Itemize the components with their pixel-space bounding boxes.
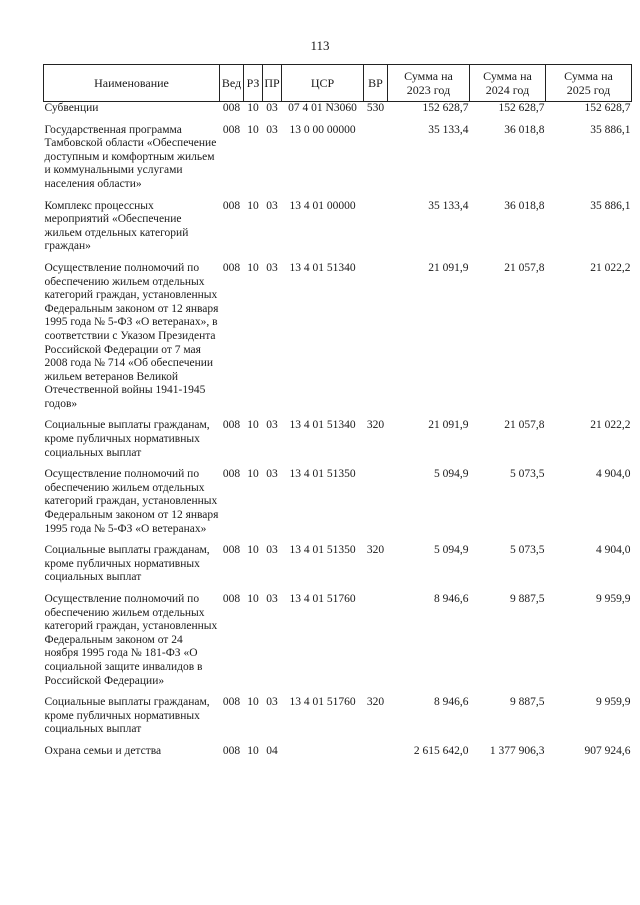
cell-vr: 320 — [366, 696, 385, 709]
cell-name: Социальные выплаты гражданам, кроме публичных нормативных социальных выплат — [44, 419, 210, 459]
cell-csr: 13 4 01 51340 — [289, 419, 356, 432]
cell-vr: 320 — [366, 419, 385, 432]
cell-pr: 03 — [266, 123, 278, 136]
cell-ved: 008 — [222, 696, 241, 709]
cell-ved: 008 — [222, 419, 241, 432]
table-row — [44, 593, 632, 696]
header-sum-2024 — [470, 65, 546, 102]
cell-sum-2024: 9 887,5 — [510, 696, 545, 709]
cell-sum-2024: 1 377 906,3 — [489, 744, 545, 757]
cell-sum-2023: 21 091,9 — [428, 419, 469, 432]
cell-sum-2023: 152 628,7 — [422, 102, 469, 114]
cell-rz: 10 — [247, 102, 259, 114]
cell-ved: 008 — [222, 123, 241, 136]
table-row — [44, 262, 632, 420]
cell-sum-2024: 36 018,8 — [504, 123, 545, 136]
cell-name: Осуществление полномочий по обеспечению жильем отдельных категорий граждан, установленных Федеральным законом от 12 января 1995 года № 5-ФЗ «О ветеранах», в соответствии с Указом Президента Российской Федерации от 7 мая 2008 года № 714 «Об обеспечении жильем ветеранов Великой Отечественной войны 1941-1945 годов» — [44, 261, 219, 410]
cell-vr — [364, 468, 388, 544]
cell-csr: 13 4 01 51760 — [289, 696, 356, 709]
cell-ved: 008 — [222, 544, 241, 557]
cell-rz: 10 — [247, 199, 259, 212]
page-number: 113 — [310, 38, 330, 53]
header-sum-2023-line1: Сумма на — [404, 69, 453, 83]
cell-csr: 13 4 01 51350 — [289, 468, 356, 481]
cell-sum-2025: 35 886,1 — [590, 123, 631, 136]
cell-sum-2025: 9 959,9 — [596, 593, 631, 605]
header-pr: ПР — [263, 65, 282, 102]
cell-csr: 07 4 01 N3060 — [288, 102, 357, 114]
cell-pr: 03 — [266, 102, 278, 114]
cell-sum-2024: 152 628,7 — [498, 102, 545, 114]
cell-sum-2025: 9 959,9 — [596, 696, 631, 709]
cell-rz: 10 — [247, 696, 259, 709]
cell-sum-2023: 8 946,6 — [434, 593, 469, 605]
cell-pr: 03 — [266, 419, 278, 432]
cell-pr: 03 — [266, 468, 278, 481]
header-sum-2025-line2: 2025 год — [566, 83, 611, 97]
header-sum-2023 — [388, 65, 470, 102]
cell-pr: 03 — [266, 696, 278, 709]
cell-csr: 13 4 01 51350 — [289, 544, 356, 557]
cell-sum-2023: 5 094,9 — [434, 544, 469, 557]
cell-csr: 13 4 01 51760 — [289, 593, 356, 605]
cell-csr: 13 0 00 00000 — [289, 123, 356, 136]
header-sum-2025-line1: Сумма на — [564, 69, 613, 83]
header-ved: Вед — [220, 65, 244, 102]
table-row — [44, 696, 632, 745]
cell-sum-2023: 2 615 642,0 — [413, 744, 469, 757]
cell-rz: 10 — [247, 744, 259, 757]
cell-sum-2023: 5 094,9 — [434, 468, 469, 481]
table-body — [44, 102, 632, 767]
header-sum-2024-line2: 2024 год — [485, 83, 530, 97]
cell-pr: 03 — [266, 593, 278, 605]
cell-sum-2023: 8 946,6 — [434, 696, 469, 709]
cell-name: Субвенции — [44, 102, 99, 114]
cell-name: Охрана семьи и детства — [44, 744, 162, 757]
cell-name: Комплекс процессных мероприятий «Обеспечение жильем отдельных категорий граждан» — [44, 199, 189, 253]
table-row — [44, 200, 632, 262]
cell-ved: 008 — [222, 468, 241, 481]
cell-ved: 008 — [222, 261, 241, 274]
table-row — [44, 745, 632, 767]
header-rz: РЗ — [244, 65, 263, 102]
cell-sum-2025: 21 022,2 — [590, 419, 631, 432]
cell-sum-2023: 21 091,9 — [428, 261, 469, 274]
cell-vr — [364, 200, 388, 262]
cell-rz: 10 — [247, 544, 259, 557]
cell-sum-2025: 4 904,0 — [596, 468, 631, 481]
cell-name: Государственная программа Тамбовской области «Обеспечение доступным и комфортным жильем и коммунальными услугами населения области» — [44, 123, 217, 190]
table-header-row — [44, 65, 632, 102]
cell-sum-2024: 5 073,5 — [510, 468, 545, 481]
cell-rz: 10 — [247, 123, 259, 136]
cell-name: Социальные выплаты гражданам, кроме публичных нормативных социальных выплат — [44, 544, 210, 584]
header-sum-2024-line1: Сумма на — [483, 69, 532, 83]
cell-rz: 10 — [247, 468, 259, 481]
cell-sum-2024: 21 057,8 — [504, 261, 545, 274]
cell-ved: 008 — [222, 744, 241, 757]
cell-pr: 03 — [266, 544, 278, 557]
cell-sum-2025: 4 904,0 — [596, 544, 631, 557]
cell-vr — [364, 593, 388, 696]
table-row — [44, 102, 632, 124]
cell-sum-2025: 907 924,6 — [584, 744, 631, 757]
cell-sum-2023: 35 133,4 — [428, 123, 469, 136]
cell-rz: 10 — [247, 261, 259, 274]
cell-sum-2024: 21 057,8 — [504, 419, 545, 432]
cell-csr: 13 4 01 00000 — [289, 199, 356, 212]
cell-rz: 10 — [247, 593, 259, 605]
table-row — [44, 468, 632, 544]
table-row — [44, 544, 632, 593]
cell-name: Осуществление полномочий по обеспечению жильем отдельных категорий граждан, установленных Федеральным законом от 24 ноября 1995 года № 181-ФЗ «О социальной защите инвалидов в Российской Федерации» — [44, 593, 218, 687]
cell-name: Социальные выплаты гражданам, кроме публичных нормативных социальных выплат — [44, 696, 210, 736]
cell-sum-2025: 35 886,1 — [590, 199, 631, 212]
cell-sum-2025: 152 628,7 — [584, 102, 631, 114]
header-vr: ВР — [364, 65, 388, 102]
cell-csr: 13 4 01 51340 — [289, 261, 356, 274]
cell-vr — [364, 124, 388, 200]
cell-sum-2025: 21 022,2 — [590, 261, 631, 274]
cell-vr — [364, 745, 388, 767]
cell-pr: 03 — [266, 261, 278, 274]
cell-rz: 10 — [247, 419, 259, 432]
header-name: Наименование — [44, 65, 220, 102]
cell-sum-2024: 9 887,5 — [510, 593, 545, 605]
cell-name: Осуществление полномочий по обеспечению жильем отдельных категорий граждан, установленных Федеральным законом от 12 января 1995 года № 5-ФЗ «О ветеранах» — [44, 468, 219, 535]
cell-sum-2024: 5 073,5 — [510, 544, 545, 557]
cell-vr: 530 — [366, 102, 385, 114]
cell-pr: 04 — [266, 744, 278, 757]
cell-pr: 03 — [266, 199, 278, 212]
cell-ved: 008 — [222, 199, 241, 212]
table-row — [44, 124, 632, 200]
header-sum-2025 — [546, 65, 632, 102]
header-sum-2023-line2: 2023 год — [406, 83, 451, 97]
cell-vr: 320 — [366, 544, 385, 557]
budget-table — [43, 64, 632, 767]
header-csr: ЦСР — [282, 65, 364, 102]
table-row — [44, 419, 632, 468]
cell-vr — [364, 262, 388, 420]
cell-sum-2024: 36 018,8 — [504, 199, 545, 212]
cell-sum-2023: 35 133,4 — [428, 199, 469, 212]
cell-csr — [282, 745, 364, 767]
cell-ved: 008 — [222, 593, 241, 605]
cell-ved: 008 — [222, 102, 241, 114]
